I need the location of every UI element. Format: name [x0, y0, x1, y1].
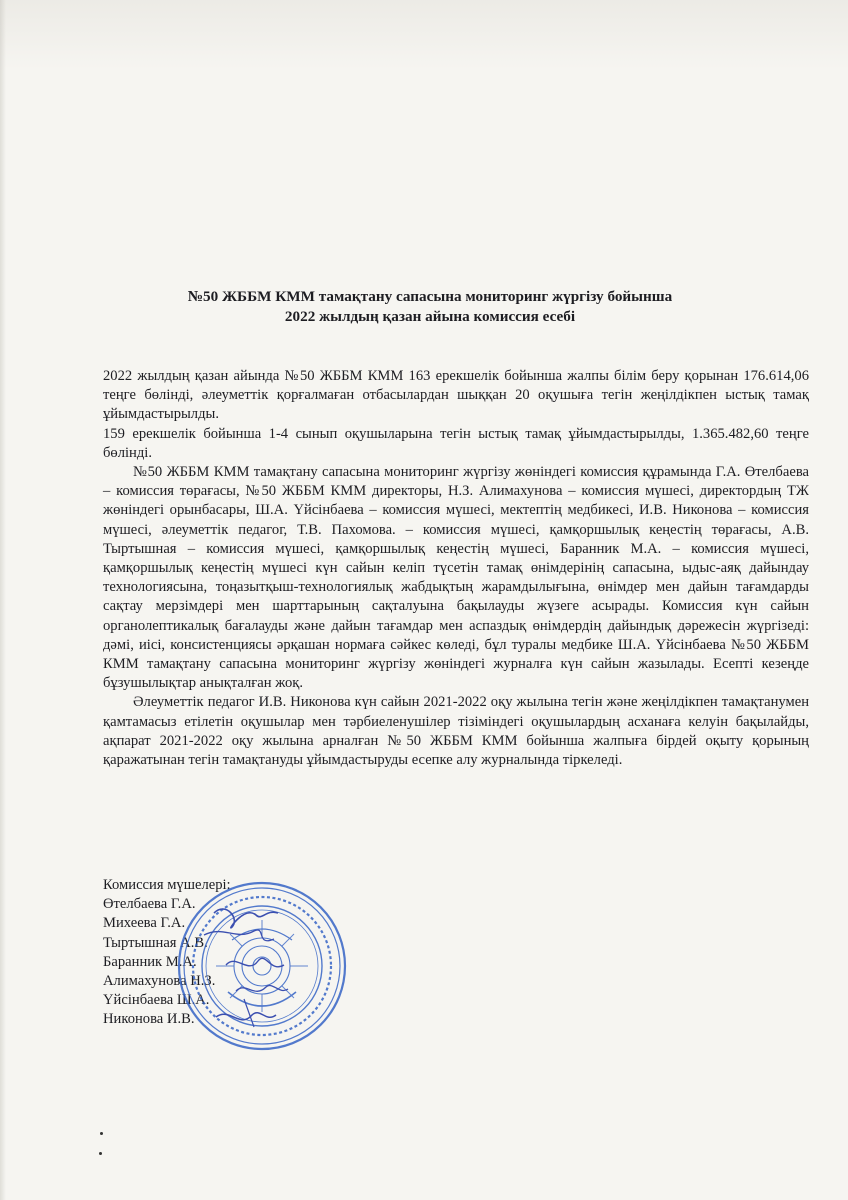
document-title — [100, 287, 760, 327]
title-line-2: 2022 жылдың қазан айына комиссия есебі — [284, 308, 576, 325]
paragraph-social-pedagogue: Әлеуметтік педагог И.В. Никонова күн сайын 2021-2022 оқу жылына тегін және жеңілдікпен тамақтанумен қамтамасыз етілетін оқушылар мен тәрбиеленушілер тізіміндегі оқушылардың асханаға келуін бақылайды, ақпарат 2021-2022 оқу жылына арналған №50 ЖББМ КММ бойынша жалпыға бірдей оқыту қорының қаражатынан тегін тамақтануды ұйымдастыруды есепке алу журналында тіркеледі. — [103, 694, 809, 769]
document-body — [103, 367, 809, 770]
title-line-1: №50 ЖББМ КММ тамақтану сапасына мониторинг жүргізу бойынша — [187, 288, 673, 305]
member-name: Михеева Г.А. — [103, 915, 186, 932]
page-edge-shadow — [0, 0, 6, 1200]
member-name: Алимахунова Н.З. — [103, 973, 216, 990]
scan-speck — [99, 1152, 102, 1155]
member-name: Баранник М.А. — [103, 953, 197, 970]
members-heading: Комиссия мүшелері: — [103, 877, 231, 893]
member-name: Үйсінбаева Ш.А. — [103, 992, 210, 1009]
scan-speck — [100, 1132, 103, 1135]
member-name: Никонова И.В. — [103, 1011, 195, 1028]
member-name: Тыртышная А.В. — [103, 934, 208, 951]
signatures — [196, 895, 306, 1045]
member-name: Өтелбаева Г.А. — [103, 896, 196, 913]
paragraph-commission: №50 ЖББМ КММ тамақтану сапасына мониторинг жүргізу жөніндегі комиссия құрамында Г.А. Өтелбаева – комиссия төрағасы, №50 ЖББМ КММ директоры, Н.З. Алимахунова – комиссия мүшесі, директордың ТЖ жөніндегі орынбасары, Ш.А. Үйсінбаева – комиссия мүшесі, мектептің медбикесі, И.В. Никонова – комиссия мүшесі, әлеуметтік педагог, Т.В. Пахомова. – комиссия мүшесі, қамқоршылық кеңестің төрағасы, А.В. Тыртышная – комиссия мүшесі, қамқоршылық кеңестің мүшесі, Баранник М.А. – комиссия мүшесі, қамқоршылық кеңестің мүшесі күн сайын келіп түсетін тамақ өнімдерінің сапасына, ыдыс-аяқ дайындау технологиясына, тоңазытқыш-технологиялық жабдықтың жарамдылығына, өнімдер мен дайын тағамдарды сақтау мерзімдері мен шарттарының сақталуына бақылауды жүзеге асырады. Комиссия күн сайын органолептикалық бағалауды және дайын тағамдар мен аспаздық өнімдердің дайындық дәрежесін жүргізеді: дәмі, иісі, консистенциясы әрқашан нормаға сәйкес көледі, бұл туралы медбике Ш.А. Үйсінбаева №50 ЖББМ КММ тамақтану сапасына мониторинг жүргізу жөніндегі журналға күн сайын жазылады. Есепті кезеңде бұзушылықтар анықталған жоқ. — [103, 464, 809, 692]
paragraph-funding: 2022 жылдың қазан айында №50 ЖББМ КММ 163 ерекшелік бойынша жалпы білім беру қорынан 176.614,06 теңге бөлінді, әлеуметтік қорғалмаған отбасылардан шыққан 20 оқушыға тегін жеңілдікпен ыстық тамақ ұйымдастырылды. — [103, 368, 809, 423]
paragraph-grades-1-4: 159 ерекшелік бойынша 1-4 сынып оқушыларына тегін ыстық тамақ ұйымдастырылды, 1.365.482,60 теңге бөлінді. — [103, 425, 809, 461]
